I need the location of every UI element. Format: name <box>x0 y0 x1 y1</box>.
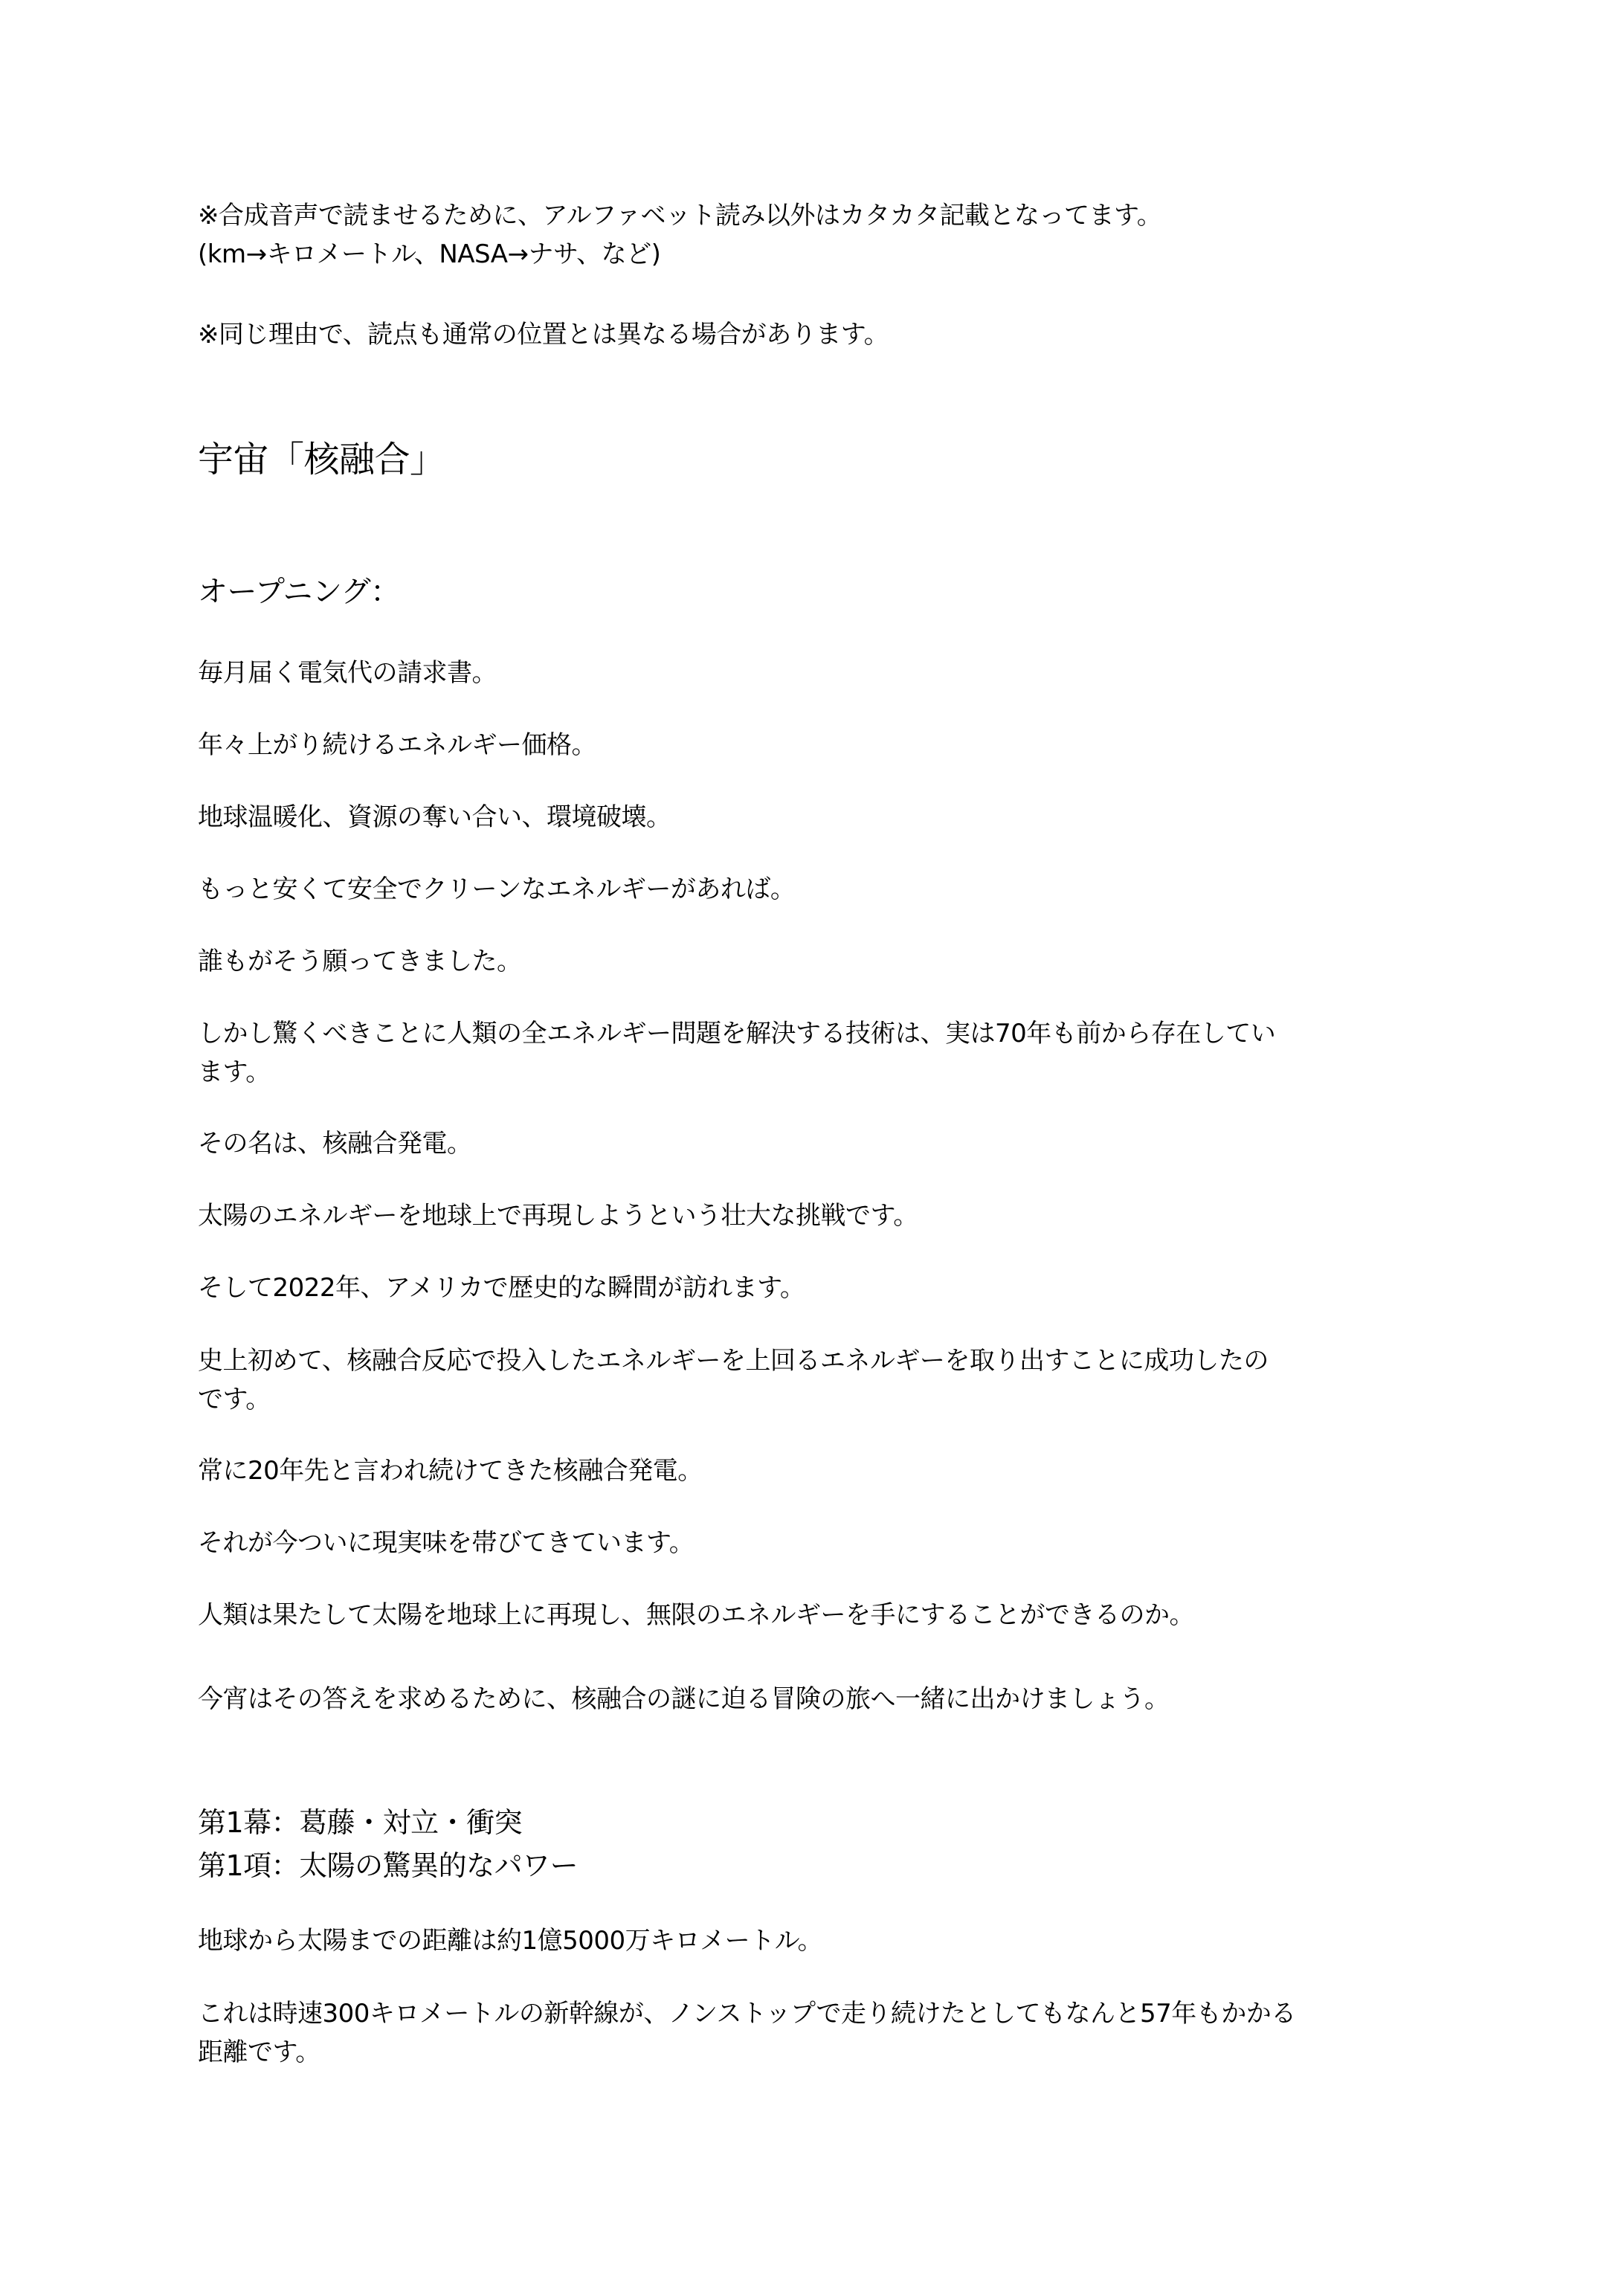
opening-heading: オープニング： <box>198 575 400 609</box>
opening-paragraph-5: 誰もがそう願ってきました。 <box>198 947 522 976</box>
note-line-1: ※合成音声で読ませるために、アルファベット読み以外はカタカタ記載となってます。 <box>198 201 1162 231</box>
opening-paragraph-7: その名は、核融合発電。 <box>198 1129 472 1159</box>
opening-paragraph-14: 今宵はその答えを求めるために、核融合の謎に迫る冒険の旅へ一緒に出かけましょう。 <box>198 1684 1170 1714</box>
opening-paragraph-12: それが今ついに現実味を帯びてきています。 <box>198 1528 695 1558</box>
chapter-paragraph-2b: 距離です。 <box>198 2037 320 2067</box>
section-heading: 第1項：太陽の驚異的なパワー <box>198 1849 579 1882</box>
opening-paragraph-4: もっと安くて安全でクリーンなエネルギーがあれば。 <box>198 874 796 904</box>
opening-paragraph-6a: しかし驚くべきことに人類の全エネルギー問題を解決する技術は、実は70年も前から存在してい <box>198 1019 1276 1048</box>
opening-paragraph-8: 太陽のエネルギーを地球上で再現しようという壮大な挑戦です。 <box>198 1201 918 1231</box>
opening-paragraph-2: 年々上がり続けるエネルギー価格。 <box>198 730 596 760</box>
opening-paragraph-10b: です。 <box>198 1385 271 1414</box>
opening-paragraph-11: 常に20年先と言われ続けてきた核融合発電。 <box>198 1456 703 1486</box>
act-heading: 第1幕：葛藤・対立・衝突 <box>198 1806 523 1839</box>
document-title: 宇宙「核融合」 <box>198 439 445 480</box>
note-line-2: (km→キロメートル、NASA→ナサ、など) <box>198 239 661 269</box>
opening-paragraph-13: 人類は果たして太陽を地球上に再現し、無限のエネルギーを手にすることができるのか。 <box>198 1600 1194 1630</box>
chapter-paragraph-1: 地球から太陽までの距離は約1億5000万キロメートル。 <box>198 1926 822 1956</box>
chapter-paragraph-2a: これは時速300キロメートルの新幹線が、ノンストップで走り続けたとしてもなんと57年もかかる <box>198 1999 1296 2029</box>
note-line-3: ※同じ理由で、読点も通常の位置とは異なる場合があります。 <box>198 320 889 349</box>
opening-paragraph-6b: ます。 <box>198 1057 271 1087</box>
opening-paragraph-9: そして2022年、アメリカで歴史的な瞬間が訪れます。 <box>198 1273 805 1303</box>
opening-paragraph-10a: 史上初めて、核融合反応で投入したエネルギーを上回るエネルギーを取り出すことに成功したの <box>198 1346 1269 1376</box>
opening-paragraph-1: 毎月届く電気代の請求書。 <box>198 658 497 688</box>
opening-paragraph-3: 地球温暖化、資源の奪い合い、環境破壊。 <box>198 802 671 832</box>
